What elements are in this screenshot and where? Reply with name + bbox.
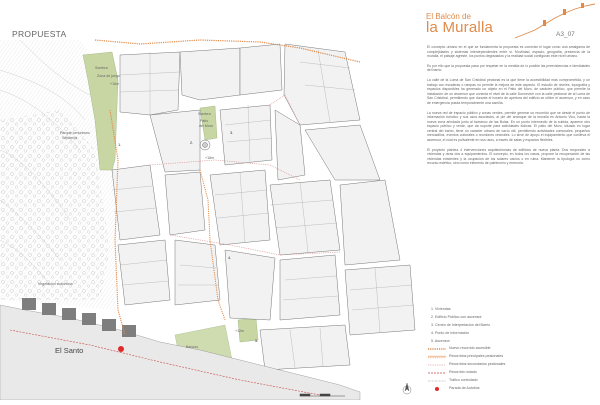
legend-label: Recorrido rodado bbox=[449, 370, 477, 375]
legend-symbol-grey-dotted bbox=[427, 379, 447, 383]
marker-2: 2. bbox=[190, 140, 194, 145]
legend-item bbox=[427, 306, 592, 314]
legend-label: 4. Punto de Información bbox=[431, 330, 470, 335]
legend-item bbox=[427, 338, 592, 346]
legend-label: 3. Centro de Interpretación del Barrio bbox=[431, 322, 491, 327]
description-text bbox=[427, 45, 590, 171]
label-vegetacion: Vegetación autóctona bbox=[38, 282, 73, 286]
label-level-1: +16m bbox=[110, 82, 120, 86]
legend-symbol-orange-dotted bbox=[427, 347, 447, 351]
legend-label: 1. Viviendas bbox=[431, 307, 451, 311]
legend-item bbox=[427, 353, 592, 361]
legend-label: Parada de Autobús bbox=[449, 385, 480, 390]
paragraph-3: La calle de la Loma de San Cristóbal peatonal es la que tiene la accesibilidad más comprometida, y un trabajo con escaleras o rampas no permite la mejora de este aspecto. El estudio de niveles, topografía y espacios disponibles ha generado un objeto en el Patio del Moro, de carácter público, que permite la instalación de un ascensor que conecta el nivel de la calle Dunnevich con la calle peatonal de al Loma de San Cristóbal, permitiendo que durante el horario de apertura del edificio se utilice el ascensor, y en caso de emergencia pueda temporalmente una camilla. bbox=[427, 78, 590, 105]
label-bancos: Bancos bbox=[186, 345, 198, 349]
label-zona-juego: Zona de juego bbox=[97, 74, 120, 78]
marker-3: 3. bbox=[230, 130, 234, 135]
sheet-number: A3_07 bbox=[556, 31, 575, 38]
legend-label: Recorridos principales peatonales bbox=[449, 354, 504, 359]
legend-label: 2. Edificio Público con ascensor bbox=[431, 314, 482, 319]
north-arrow bbox=[403, 383, 411, 394]
legend-label: Recorridos secundarios peatonales bbox=[449, 362, 506, 367]
bus-stop-marker bbox=[118, 346, 124, 352]
label-level-2: +18m bbox=[205, 156, 215, 160]
label-senderos: Senderos bbox=[62, 136, 78, 140]
paragraph-2: Es por ello que la propuesta pasa por respetar en la medida de lo posible las preexistencias e identidades del barrio. bbox=[427, 63, 590, 73]
legend-item bbox=[427, 314, 592, 322]
label-el-santo: El Santo bbox=[55, 346, 84, 355]
legend-symbol-bus-stop-icon bbox=[427, 385, 447, 393]
logo-line-2: la Muralla bbox=[426, 19, 494, 36]
label-parque: Parque periurbano bbox=[60, 131, 90, 135]
marker-4: 4. bbox=[228, 255, 232, 260]
legend-item bbox=[427, 369, 592, 377]
marker-1: 1. bbox=[118, 142, 122, 147]
legend-item bbox=[427, 322, 592, 330]
legend-item bbox=[427, 330, 592, 338]
paragraph-4: La nueva red de espacio público y zonas verdes, permite generar un recorrido que se desde el punto de información turístico y sus usos asociados, al pie del arranque de la muralla en Antonio Vico, hasta la nueva zona arbolada junto al barranco de las Bolas. En un punto intermedio de la subida, aparece otro espacio público y verde, que da soporte para actividades lúdicas. El patio del Moro, situado en lugar central del barrio, tiene un carácter urbano de vacío útil, permitiendo actividades comunales, pequeños mercadillos, eventos culturales o reuniones vecinales. Lo sirve de apoyo el equipamiento que conlleva el ascensor, el cual es polivalente en sus usos, a través de salas y espacios flexibles. bbox=[427, 110, 590, 142]
logo-line-1: El Balcón de bbox=[426, 12, 471, 21]
legend-symbol-pink-dotted bbox=[427, 363, 447, 367]
legend-item bbox=[427, 361, 592, 369]
paragraph-5: El proyecto plantea 4 intervenciones arquitectónicas de edificios de nueva planta. Dos responden a viviendas y otras dos a equipamientos. El concepto, en todos los casos, propone la recuperación de las viviendas existentes y la ocupación de los solares vacíos o en ruina. Mantener la tipología no como recurso estético, sino como elemento de patrimonio y memoria. bbox=[427, 147, 590, 166]
legend-item bbox=[427, 385, 592, 393]
legend-label: Nuevo recorrido accesible bbox=[449, 346, 491, 351]
legend bbox=[427, 306, 592, 393]
label-sombra-patio: Sombra bbox=[198, 112, 211, 116]
building-blocks bbox=[112, 44, 415, 370]
legend-symbol-red-dashed bbox=[427, 371, 447, 375]
label-patio: Patio bbox=[200, 119, 209, 123]
map-title: PROPUESTA bbox=[12, 29, 67, 39]
legend-label: 5. Ascensor bbox=[431, 338, 450, 343]
legend-symbol-orange-double bbox=[427, 355, 447, 359]
marker-5: 5. bbox=[255, 338, 259, 343]
legend-item bbox=[427, 345, 592, 353]
label-sombra: Sombra bbox=[95, 66, 108, 70]
legend-label: Tráfico controlado bbox=[449, 378, 478, 383]
paragraph-1: El concepto urbano en el que se fundamenta la propuesta es conectar el lugar como una amalgama de complejidades y sistemas interdependientes entre sí. Movilidad, espacio, geografía, presencia de la muralla, el paisaje agreste, los puntos degradados y la realidad social configuran este nivel urbano. bbox=[427, 45, 590, 59]
label-level-3: +12m bbox=[235, 329, 245, 333]
patio-element bbox=[200, 140, 210, 150]
legend-item bbox=[427, 377, 592, 385]
label-del-moro: del Moro bbox=[199, 124, 213, 128]
